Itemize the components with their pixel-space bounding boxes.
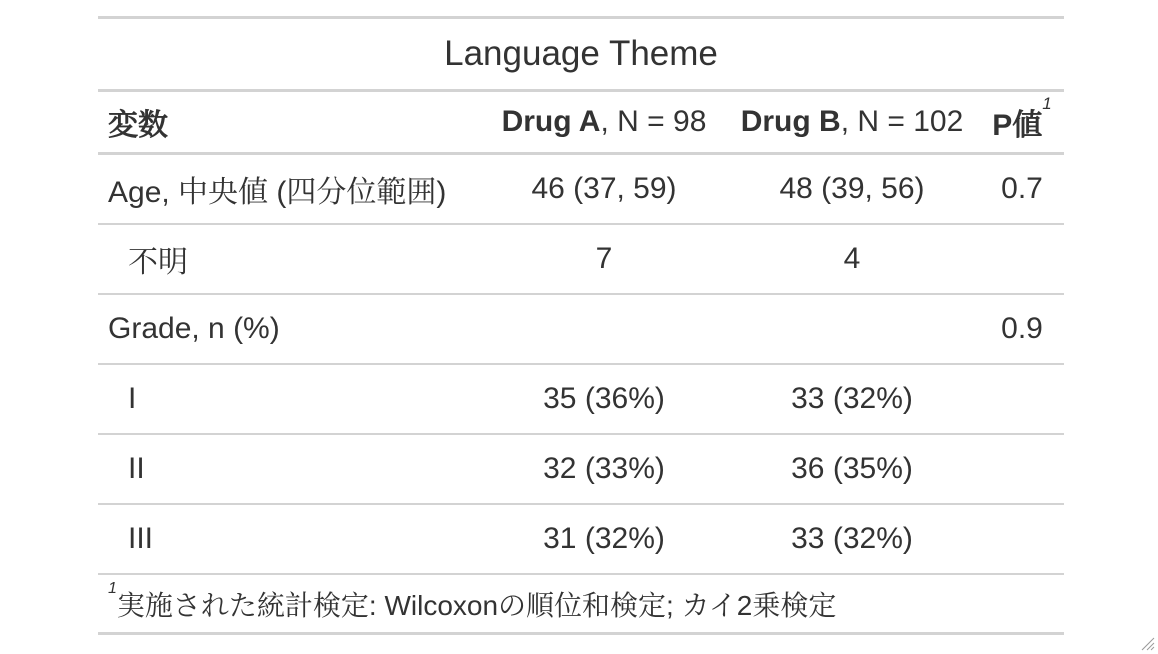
cell-drug-a: 32 (33%): [484, 434, 724, 504]
row-label: 不明: [98, 224, 484, 294]
cell-drug-b: 33 (32%): [724, 364, 980, 434]
cell-p-value: [980, 224, 1064, 294]
row-label: Age, 中央値 (四分位範囲): [98, 154, 484, 225]
table-footnote: [98, 574, 1064, 634]
row-label: II: [98, 434, 484, 504]
table-row: [98, 154, 1064, 225]
cell-p-value: 0.9: [980, 294, 1064, 364]
table-row: [98, 434, 1064, 504]
header-p-value: [980, 91, 1064, 154]
cell-drug-b: [724, 294, 980, 364]
header-drug-b-n: , N = 102: [840, 105, 964, 138]
row-label: Grade, n (%): [98, 294, 484, 364]
footnote-row: [98, 574, 1064, 634]
footnote-text: 実施された統計検定: Wilcoxonの順位和検定; カイ2乗検定: [116, 589, 837, 621]
cell-drug-a: 35 (36%): [484, 364, 724, 434]
cell-drug-b: 36 (35%): [724, 434, 980, 504]
summary-table-container: [98, 16, 1064, 635]
cell-drug-a: 31 (32%): [484, 504, 724, 574]
cell-drug-a: [484, 294, 724, 364]
header-drug-a-n: , N = 98: [600, 105, 707, 138]
table-row: [98, 504, 1064, 574]
cell-drug-b: 48 (39, 56): [724, 154, 980, 225]
resize-grip-icon[interactable]: [1139, 635, 1155, 651]
header-drug-a: [484, 91, 724, 154]
cell-p-value: [980, 364, 1064, 434]
cell-p-value: 0.7: [980, 154, 1064, 225]
header-drug-a-name: Drug A: [501, 105, 601, 138]
row-label: I: [98, 364, 484, 434]
cell-drug-a: 46 (37, 59): [484, 154, 724, 225]
cell-p-value: [980, 434, 1064, 504]
header-footnote-mark: 1: [1042, 94, 1052, 113]
header-drug-b: [724, 91, 980, 154]
cell-drug-b: 4: [724, 224, 980, 294]
cell-p-value: [980, 504, 1064, 574]
header-variable: 変数: [98, 91, 484, 154]
cell-drug-a: 7: [484, 224, 724, 294]
table-title: Language Theme: [98, 18, 1064, 91]
header-drug-b-name: Drug B: [740, 105, 841, 138]
column-header-row: [98, 91, 1064, 154]
table-row: [98, 294, 1064, 364]
row-label: III: [98, 504, 484, 574]
table-row: [98, 224, 1064, 294]
table-title-row: [98, 18, 1064, 91]
header-p-value-label: P値: [992, 109, 1043, 142]
footnote-mark: 1: [108, 579, 117, 597]
cell-drug-b: 33 (32%): [724, 504, 980, 574]
summary-table: [98, 16, 1064, 635]
table-row: [98, 364, 1064, 434]
